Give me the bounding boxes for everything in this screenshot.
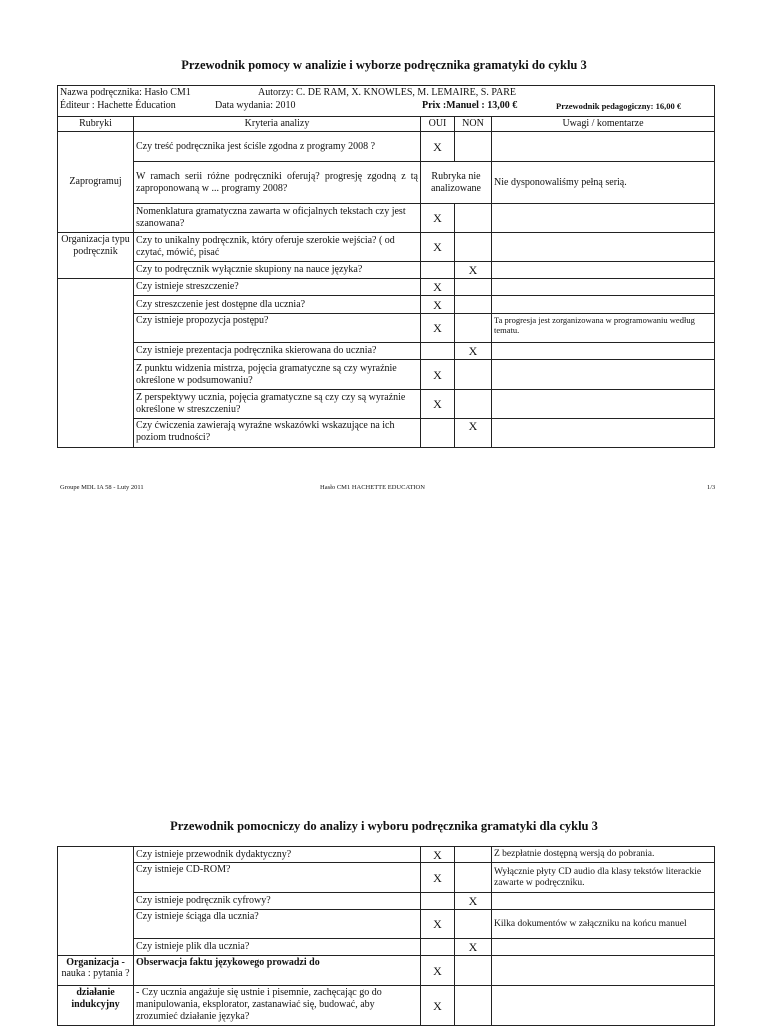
comment-cell <box>492 986 715 1026</box>
rubric-cell <box>58 956 134 986</box>
non-cell <box>455 910 492 939</box>
criteria-cell: Czy treść podręcznika jest ściśle zgodna z programy 2008 ? <box>134 132 421 162</box>
analysis-table-continued <box>57 846 715 1026</box>
oui-cell: X <box>421 986 455 1026</box>
table-row <box>58 262 715 279</box>
comment-cell <box>492 279 715 296</box>
non-cell <box>455 279 492 296</box>
comment-cell: Ta progresja jest zorganizowana w programowaniu według tematu. <box>492 314 715 343</box>
table-row <box>58 360 715 390</box>
criteria-cell: Czy istnieje streszczenie? <box>134 279 421 296</box>
oui-cell: X <box>421 279 455 296</box>
table-row <box>58 956 715 986</box>
oui-cell: X <box>421 296 455 314</box>
criteria-cell: Czy to podręcznik wyłącznie skupiony na nauce języka? <box>134 262 421 279</box>
non-cell <box>455 132 492 162</box>
textbook-info <box>58 86 715 117</box>
criteria-cell: Czy istnieje CD-ROM? <box>134 863 421 893</box>
table-row <box>58 419 715 448</box>
comment-cell <box>492 262 715 279</box>
oui-cell: X <box>421 132 455 162</box>
table-row <box>58 986 715 1026</box>
rubric-cell-empty <box>58 279 134 448</box>
criteria-cell: Czy istnieje propozycja postępu? <box>134 314 421 343</box>
non-cell <box>455 847 492 863</box>
oui-cell: X <box>421 390 455 419</box>
comment-cell <box>492 296 715 314</box>
non-cell <box>455 863 492 893</box>
comment-cell <box>492 939 715 956</box>
guide-price: Przewodnik pedagogiczny: 16,00 € <box>556 101 682 111</box>
non-cell: X <box>455 939 492 956</box>
textbook-editor: Éditeur : Hachette Éducation <box>60 100 176 111</box>
textbook-price: Prix :Manuel : 13,00 € <box>422 100 518 111</box>
comment-cell: Kilka dokumentów w załączniku na końcu manuel <box>492 910 715 939</box>
criteria-cell: W ramach serii różne podręczniki oferują? progresję zgodną z tą zaproponowaną w ... programy 2008? <box>134 162 421 204</box>
rubric-cell <box>58 986 134 1026</box>
criteria-cell: Obserwacja faktu językowego prowadzi do <box>134 956 421 986</box>
rubric-action: działanie <box>76 987 115 998</box>
oui-cell <box>421 419 455 448</box>
oui-cell <box>421 939 455 956</box>
rubric-cell: Zaprogramuj <box>58 132 134 233</box>
table-row <box>58 847 715 863</box>
criteria-cell: Czy istnieje plik dla ucznia? <box>134 939 421 956</box>
non-cell <box>455 233 492 262</box>
not-analyzed-cell: Rubryka nie analizowane <box>421 162 492 204</box>
comment-cell <box>492 343 715 360</box>
comment-cell <box>492 390 715 419</box>
textbook-date: Data wydania: 2010 <box>215 100 296 111</box>
criteria-cell: Czy streszczenie jest dostępne dla ucznia? <box>134 296 421 314</box>
table-row <box>58 939 715 956</box>
comment-cell <box>492 956 715 986</box>
comment-cell <box>492 893 715 910</box>
non-cell <box>455 390 492 419</box>
rubric-learning: nauka : pytania ? <box>61 968 130 979</box>
table-row <box>58 390 715 419</box>
oui-cell: X <box>421 847 455 863</box>
criteria-cell: Czy istnieje przewodnik dydaktyczny? <box>134 847 421 863</box>
footer-page-number: 1/3 <box>707 484 716 491</box>
table-header <box>58 117 715 132</box>
comment-cell <box>492 132 715 162</box>
page-title: Przewodnik pomocniczy do analizy i wyboru podręcznika gramatyki dla cyklu 3 <box>170 819 598 833</box>
textbook-authors: Autorzy: C. DE RAM, X. KNOWLES, M. LEMAIRE, S. PARE <box>258 87 516 98</box>
table-row <box>58 132 715 162</box>
analysis-table <box>57 85 715 448</box>
non-cell <box>455 314 492 343</box>
criteria-cell: Czy to unikalny podręcznik, który oferuje szerokie wejścia? ( od czytać, mówić, pisać <box>134 233 421 262</box>
criteria-cell: Czy istnieje prezentacja podręcznika skierowana do ucznia? <box>134 343 421 360</box>
header-criteria: Kryteria analizy <box>134 117 421 132</box>
comment-cell <box>492 360 715 390</box>
oui-cell: X <box>421 863 455 893</box>
oui-cell: X <box>421 314 455 343</box>
rubric-cell: Organizacja typu podręcznik <box>58 233 134 279</box>
non-cell: X <box>455 262 492 279</box>
table-row <box>58 343 715 360</box>
table-row <box>58 204 715 233</box>
comment-cell: Nie dysponowaliśmy pełną serią. <box>492 162 715 204</box>
table-row <box>58 296 715 314</box>
criteria-cell: Czy istnieje podręcznik cyfrowy? <box>134 893 421 910</box>
comment-cell <box>492 419 715 448</box>
comment-cell: Wyłącznie płyty CD audio dla klasy tekstów literackie zawarte w podręczniku. <box>492 863 715 893</box>
non-cell <box>455 986 492 1026</box>
criteria-cell: - Czy ucznia angażuje się ustnie i pisemnie, zachęcając go do manipulowania, eksplorator, zastanawiać się, budować, aby zrozumieć działanie języka? <box>134 986 421 1026</box>
non-cell: X <box>455 419 492 448</box>
oui-cell <box>421 262 455 279</box>
criteria-cell: Z punktu widzenia mistrza, pojęcia gramatyczne są czy wyraźnie określone w podsumowaniu? <box>134 360 421 390</box>
comment-cell <box>492 204 715 233</box>
oui-cell: X <box>421 233 455 262</box>
comment-cell <box>492 233 715 262</box>
oui-cell <box>421 343 455 360</box>
footer-left: Groupe MDL IA 58 - Luty 2011 <box>60 484 144 491</box>
non-cell: X <box>455 343 492 360</box>
table-row <box>58 893 715 910</box>
header-rubrics: Rubryki <box>58 117 134 132</box>
table-row <box>58 314 715 343</box>
header-comments: Uwagi / komentarze <box>492 117 715 132</box>
oui-cell <box>421 893 455 910</box>
non-cell: X <box>455 893 492 910</box>
table-row <box>58 233 715 262</box>
criteria-cell: Nomenklatura gramatyczna zawarta w oficjalnych tekstach czy jest szanowana? <box>134 204 421 233</box>
comment-cell: Z bezpłatnie dostępną wersją do pobrania. <box>492 847 715 863</box>
rubric-cell-empty <box>58 847 134 956</box>
table-row <box>58 910 715 939</box>
oui-cell: X <box>421 956 455 986</box>
non-cell <box>455 204 492 233</box>
table-row <box>58 162 715 204</box>
header-non: NON <box>455 117 492 132</box>
rubric-organization: Organizacja - <box>66 957 125 968</box>
criteria-cell: Z perspektywy ucznia, pojęcia gramatyczne są czy czy są wyraźnie określone w streszczeniu? <box>134 390 421 419</box>
criteria-cell: Czy istnieje ściąga dla ucznia? <box>134 910 421 939</box>
rubric-inductive: indukcyjny <box>71 999 120 1010</box>
table-row <box>58 863 715 893</box>
oui-cell: X <box>421 910 455 939</box>
header-oui: OUI <box>421 117 455 132</box>
oui-cell: X <box>421 204 455 233</box>
textbook-name: Nazwa podręcznika: Hasło CM1 <box>60 87 191 98</box>
non-cell <box>455 296 492 314</box>
footer-center: Hasło CM1 HACHETTE EDUCATION <box>320 484 425 491</box>
non-cell <box>455 956 492 986</box>
oui-cell: X <box>421 360 455 390</box>
table-row <box>58 279 715 296</box>
page-title: Przewodnik pomocy w analizie i wyborze podręcznika gramatyki do cyklu 3 <box>181 58 587 72</box>
criteria-cell: Czy ćwiczenia zawierają wyraźne wskazówki wskazujące na ich poziom trudności? <box>134 419 421 448</box>
non-cell <box>455 360 492 390</box>
